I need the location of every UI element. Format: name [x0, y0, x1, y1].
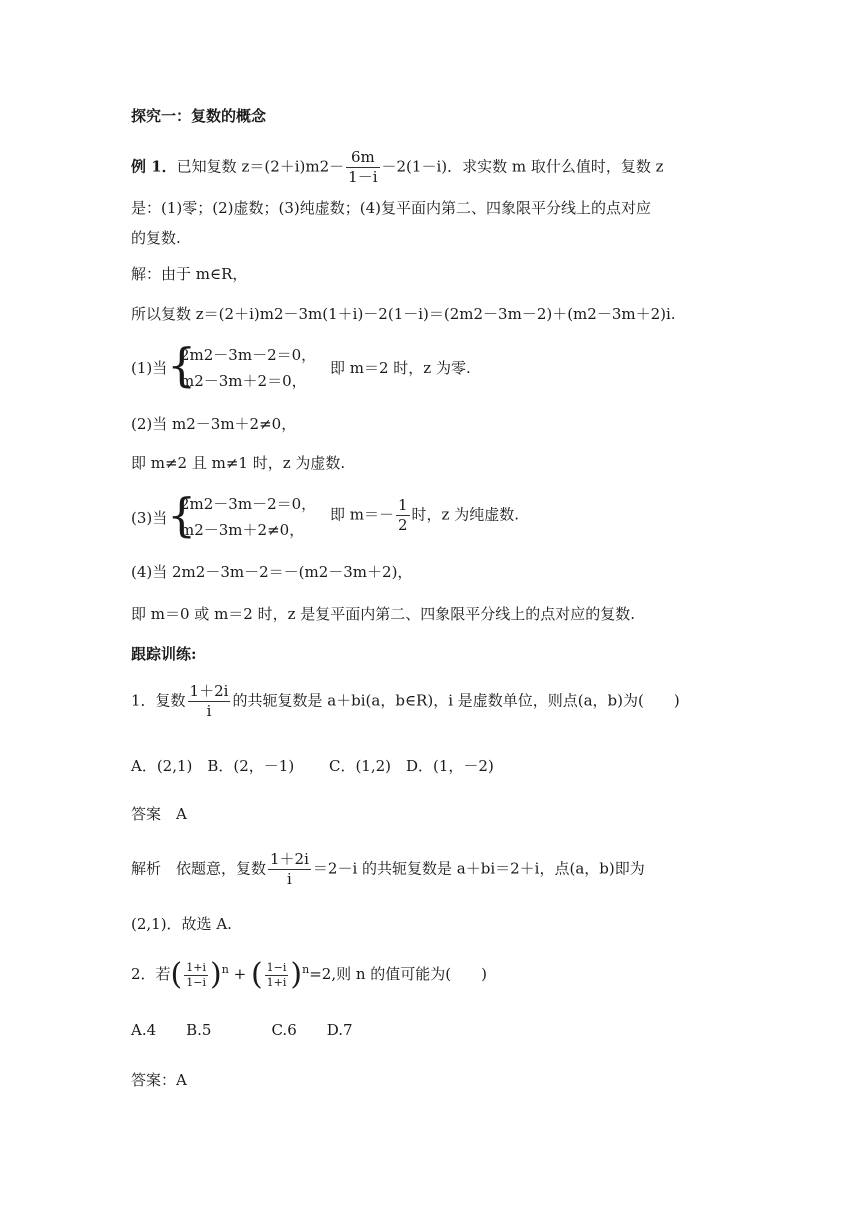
q2-tail: =2,则 n 的值可能为( ): [309, 965, 488, 983]
case3-lead: (3)当: [131, 509, 168, 527]
case4-line2: 即 m＝0 或 m＝2 时，z 是复平面内第二、四象限平分线上的点对应的复数.: [131, 605, 636, 623]
example-label: 例 1．: [131, 157, 177, 176]
case3-fraction: [396, 496, 410, 535]
case2-line2: 即 m≠2 且 m≠1 时，z 为虚数.: [131, 454, 346, 472]
fraction-denominator: i: [206, 702, 212, 720]
example-stem-line1: [131, 148, 664, 187]
example-stem-a: 已知复数 z＝(2＋i)m2－: [176, 157, 345, 176]
q2-options: A.4 B.5 C.6 D.7: [131, 1021, 353, 1039]
q1-explanation-line1: [131, 850, 645, 889]
case3-tail-b: 时，z 为纯虚数.: [411, 505, 519, 524]
fraction-numerator: 1+i: [186, 960, 206, 974]
q1-fraction: [188, 682, 231, 721]
case1-eq2: m2－3m＋2＝0，: [180, 372, 307, 390]
example-stem-b: －2(1－i)．求实数 m 取什么值时，复数 z: [381, 157, 664, 176]
practice-title: 跟踪训练:: [131, 645, 197, 663]
q1-explanation-line2: (2,1)．故选 A.: [131, 915, 232, 933]
case3-tail: [330, 496, 519, 535]
q1-exp-fraction: [268, 850, 311, 889]
left-paren: (: [170, 957, 183, 992]
q2-exponent2: n: [302, 963, 310, 976]
q2-plus: +: [233, 965, 247, 983]
left-paren: (: [250, 957, 263, 992]
q1-tail: 的共轭复数是 a＋bi(a，b∈R)，i 是虚数单位，则点(a，b)为( ): [232, 691, 680, 710]
right-paren: ): [210, 957, 222, 992]
example-fraction: [346, 148, 379, 187]
case1-lead: (1)当: [131, 359, 168, 377]
case4-line1: (4)当 2m2－3m－2＝－(m2－3m＋2)，: [131, 563, 413, 581]
fraction-numerator: 1＋2i: [189, 682, 229, 700]
fraction-denominator: i: [287, 870, 292, 888]
case2-line1: (2)当 m2－3m＋2≠0，: [131, 415, 297, 433]
q2-fraction1: [184, 961, 208, 990]
q1-lead: 1．复数: [131, 691, 186, 710]
case3-eq2: m2－3m＋2≠0，: [180, 521, 305, 539]
right-paren: ): [290, 957, 303, 992]
fraction-denominator: 1+i: [266, 975, 287, 989]
section-title: 探究一：复数的概念: [131, 107, 267, 125]
q1-options: A．(2,1) B．(2，－1) C．(1,2) D．(1，－2): [131, 757, 494, 775]
case1-tail: 即 m＝2 时，z 为零.: [330, 359, 471, 377]
fraction-numerator: 6m: [346, 148, 379, 168]
solution-line2: 所以复数 z＝(2＋i)m2－3m(1＋i)－2(1－i)＝(2m2－3m－2)＋(m2－3m＋2)i.: [131, 305, 676, 323]
case1-eq1: 2m2－3m－2＝0，: [180, 346, 317, 364]
q2-lead: 2．若: [131, 965, 171, 983]
fraction-numerator: 1−i: [266, 960, 287, 974]
example-stem-line3: 的复数.: [131, 229, 181, 247]
q1-exp-b: ＝2－i 的共轭复数是 a＋bi＝2＋i，点(a，b)即为: [312, 859, 645, 878]
q1-stem: [131, 682, 680, 721]
case3-eq1: 2m2－3m－2＝0，: [180, 495, 317, 513]
case3-tail-a: 即 m＝－: [330, 505, 394, 524]
q2-stem: [131, 957, 488, 992]
fraction-numerator: 1: [398, 496, 408, 514]
solution-line1: 解：由于 m∈R，: [131, 265, 248, 283]
fraction-denominator: 1−i: [186, 975, 206, 989]
example-stem-line2: 是：(1)零；(2)虚数；(3)纯虚数；(4)复平面内第二、四象限平分线上的点对应: [131, 199, 651, 217]
q2-answer: 答案：A: [131, 1071, 187, 1089]
fraction-numerator: 1＋2i: [270, 850, 309, 868]
q2-fraction2: [265, 961, 289, 990]
q1-answer: 答案 A: [131, 805, 187, 823]
fraction-denominator: 1－i: [348, 168, 378, 186]
q1-exp-a: 解析 依题意，复数: [131, 859, 267, 878]
q2-exponent1: n: [221, 963, 229, 976]
fraction-denominator: 2: [398, 516, 408, 534]
case3-brace: {: [167, 488, 197, 542]
case1-brace: {: [167, 338, 197, 392]
